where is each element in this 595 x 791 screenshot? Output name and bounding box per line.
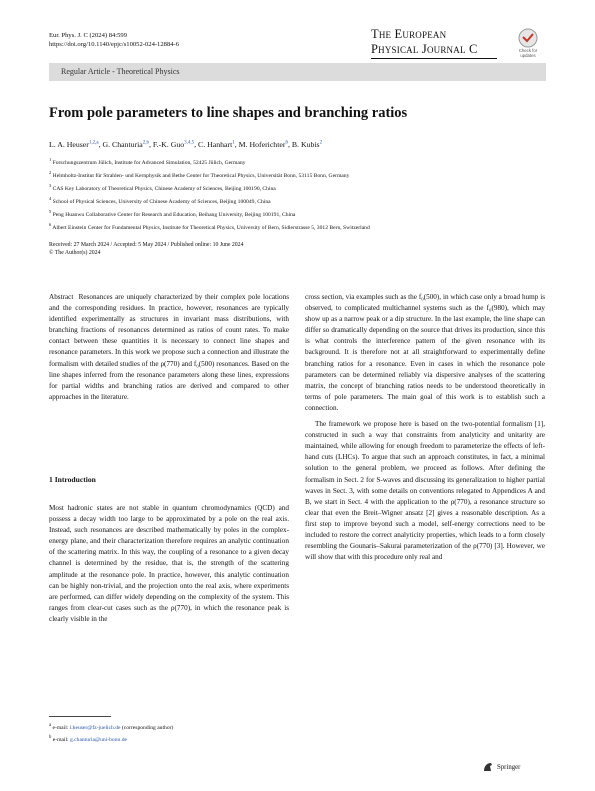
- intro-left-column: [49, 503, 289, 625]
- affiliation-text: Peng Huanwu Collaborative Center for Research and Education, Beihang University, Beijing 100191, China: [51, 212, 296, 219]
- abstract-text: Resonances are uniquely characterized by their complex pole locations and the corresponding residues. In practice, however, resonances are typically identified experimentally as structures in invariant mass distributions, with branching fractions of resonances determined as ratios of count rates. To make contact between these quantities it is necessary to connect line shapes and resonance parameters. In this work we propose such a connection and illustrate the formalism with detailed studies of the ρ(770) and f₀(500) resonances. Based on the line shapes inferred from the resonance parameters along these lines, expressions for partial widths and branching ratios are derived and compared to other approaches in the literature.: [49, 293, 290, 401]
- affiliation-text: Forschungszentrum Jülich, Institute for Advanced Simulation, 52425 Jülich, Germany: [51, 159, 246, 166]
- abstract: [49, 292, 289, 403]
- copyright-line: © The Author(s) 2024: [49, 250, 101, 256]
- footnote-rule: [49, 716, 111, 717]
- right-paragraph-2: The framework we propose here is based on the two-potential formalism [1], constructed in such a way that constraints from analyticity and unitarity are maintained, while allowing for enough freedom to parameterize the effects of left-hand cuts (LHCs). To argue that such an approach constitutes, in fact, a minimal solution to the general problem, we proceed as follows. After defining the formalism in Sect. 2 for S-waves and discussing its generalization to higher partial waves in Sect. 3, with some details on conventions relegated to Appendices A and B, we start in Sect. 4 with the application to the ρ(770), a resonance structure so clear that even the Breit–Wigner ansatz [2] gives a reasonable description. As a first step to improve beyond such a model, self-energy corrections need to be included to restore the correct analyticity properties, which leads to a form closely resembling the Gounaris–Sakurai parameterization of the ρ(770) [3]. However, we will show that with this procedure only real and: [305, 420, 545, 562]
- affiliation-number: 3: [49, 183, 52, 189]
- journal-reference: [49, 31, 179, 49]
- badge-label-2: updates: [520, 53, 536, 58]
- footnote-label: e-mail:: [51, 736, 70, 743]
- doi-link[interactable]: https://doi.org/10.1140/epjc/s10052-024-12884-6: [49, 41, 180, 48]
- intro-right-column: [305, 292, 545, 563]
- dates-line: Received: 27 March 2024 / Accepted: 5 May 2024 / Published online: 10 June 2024: [49, 242, 244, 248]
- author-affiliation-marks: 2,b: [142, 140, 150, 146]
- author-name: C. Hanhart: [198, 140, 233, 149]
- affiliation-text: Albert Einstein Center for Fundamental Physics, Institute for Theoretical Physics, University of Bern, Sidlerstrasse 5, 3012 Bern, Switzerland: [51, 225, 370, 232]
- journal-rule: [371, 58, 497, 59]
- affiliation-text: CAS Key Laboratory of Theoretical Physics, Chinese Academy of Sciences, Beijing 100190, China: [51, 185, 276, 192]
- article-type: Regular Article - Theoretical Physics: [61, 67, 180, 76]
- affiliation-number: 2: [49, 170, 52, 176]
- check-updates-icon: [511, 26, 545, 60]
- author-affiliation-marks: 1,2,a: [88, 140, 99, 146]
- author-name: F.-K. Guo: [152, 140, 185, 149]
- journal-citation: Eur. Phys. J. C (2024) 84:599: [49, 32, 128, 39]
- springer-horse-icon: [482, 760, 494, 772]
- author-name: L. A. Heuser: [49, 140, 89, 149]
- email-link[interactable]: g.chanturia@uni-bonn.de: [69, 736, 128, 743]
- paper-title: From pole parameters to line shapes and branching ratios: [49, 105, 408, 121]
- affiliation-item: [49, 155, 546, 168]
- footnote-mark: a: [49, 723, 52, 728]
- affiliation-list: [49, 155, 546, 233]
- footnote-label: e-mail:: [51, 724, 70, 731]
- badge-label-1: Check for: [518, 48, 538, 53]
- author-affiliation-marks: 1: [232, 140, 235, 146]
- affiliation-item: [49, 194, 546, 207]
- author-affiliation-marks: 3,4,5: [184, 140, 195, 146]
- affiliation-number: 6: [49, 222, 52, 228]
- affiliation-item: [49, 220, 546, 233]
- footnotes: [49, 721, 173, 745]
- email-link[interactable]: l.heuser@fz-juelich.de: [69, 724, 121, 731]
- author-affiliation-marks: 2: [319, 140, 323, 146]
- footnote-item: [49, 733, 173, 745]
- affiliation-number: 4: [49, 196, 52, 202]
- footnote-mark: b: [49, 734, 52, 740]
- journal-name-line2: Physical Journal C: [371, 42, 478, 56]
- section-heading: 1 Introduction: [49, 475, 96, 484]
- author-list: L. A. Heuser$^{1,2,a}$, G. Chanturia$^{2,b}$, F.-K. Guo$^{3,4,5}$, C. Hanhart$^1$, M. Hoferichter$^6$, B. Kubis$^2$: [49, 140, 323, 149]
- intro-paragraph: Most hadronic states are not stable in quantum chromodynamics (QCD) and possess a decay width too large to be approximated by a pole on the real axis. Instead, such resonances are described mathematically by poles in the complex-energy plane, and their characterization therefore requires an analytic continuation of the scattering matrix. In this way, the coupling of a resonance to a given decay channel is determined by the residue, that is, the strength of the scattering amplitude at the resonance pole. In practice, however, this analytic continuation can be highly non-trivial, and the projection onto the real axis, where experiments are performed, can differ widely depending on the complexity of the system. This ranges from clear-cut cases such as the ρ(770), in which the resonance peak is clearly visible in the: [49, 504, 289, 623]
- author-name: G. Chanturia: [102, 140, 143, 149]
- footnote-item: [49, 721, 173, 733]
- publisher-logo: Springer: [497, 764, 521, 771]
- affiliation-item: [49, 168, 546, 181]
- journal-name-line1: The European: [371, 27, 447, 41]
- check-for-updates-badge[interactable]: [511, 26, 545, 60]
- affiliation-number: 1: [49, 157, 52, 162]
- abstract-label: Abstract: [49, 293, 74, 301]
- author-name: M. Hoferichter: [238, 140, 286, 149]
- journal-name: [371, 27, 497, 57]
- author-name: B. Kubis: [291, 140, 320, 149]
- right-paragraph-1: cross section, via examples such as the f₀(500), in which case only a broad hump is observed, to complicated multichannel systems such as the f₀(980), which may show up as a narrow peak or a dip structure. In the last example, the line shape can differ so dramatically depending on the source that drives its production, since this is what controls the interference pattern of the given resonance with its background. It is therefore not at all straightforward to experimentally define branching ratios for a resonance. Even in cases in which the resonance pole parameters can be determined reliably via dispersive analyses of the scattering matrix, the concept of branching ratios needs to be understood theoretically in terms of pole parameters. The main goal of this work is to establish such a connection.: [305, 293, 545, 412]
- publication-dates: [49, 241, 243, 257]
- affiliation-item: [49, 181, 546, 194]
- affiliation-item: [49, 207, 546, 220]
- affiliation-text: Helmholtz-Institut für Strahlen- und Kernphysik and Bethe Center for Theoretical Physics, Universität Bonn, 53115 Bonn, Germany: [51, 172, 350, 179]
- author-affiliation-marks: 6: [285, 140, 288, 146]
- affiliation-number: 5: [49, 209, 52, 215]
- affiliation-text: School of Physical Sciences, University of Chinese Academy of Sciences, Beijing 100049, China: [51, 199, 271, 206]
- footnote-note: (corresponding author): [120, 724, 174, 731]
